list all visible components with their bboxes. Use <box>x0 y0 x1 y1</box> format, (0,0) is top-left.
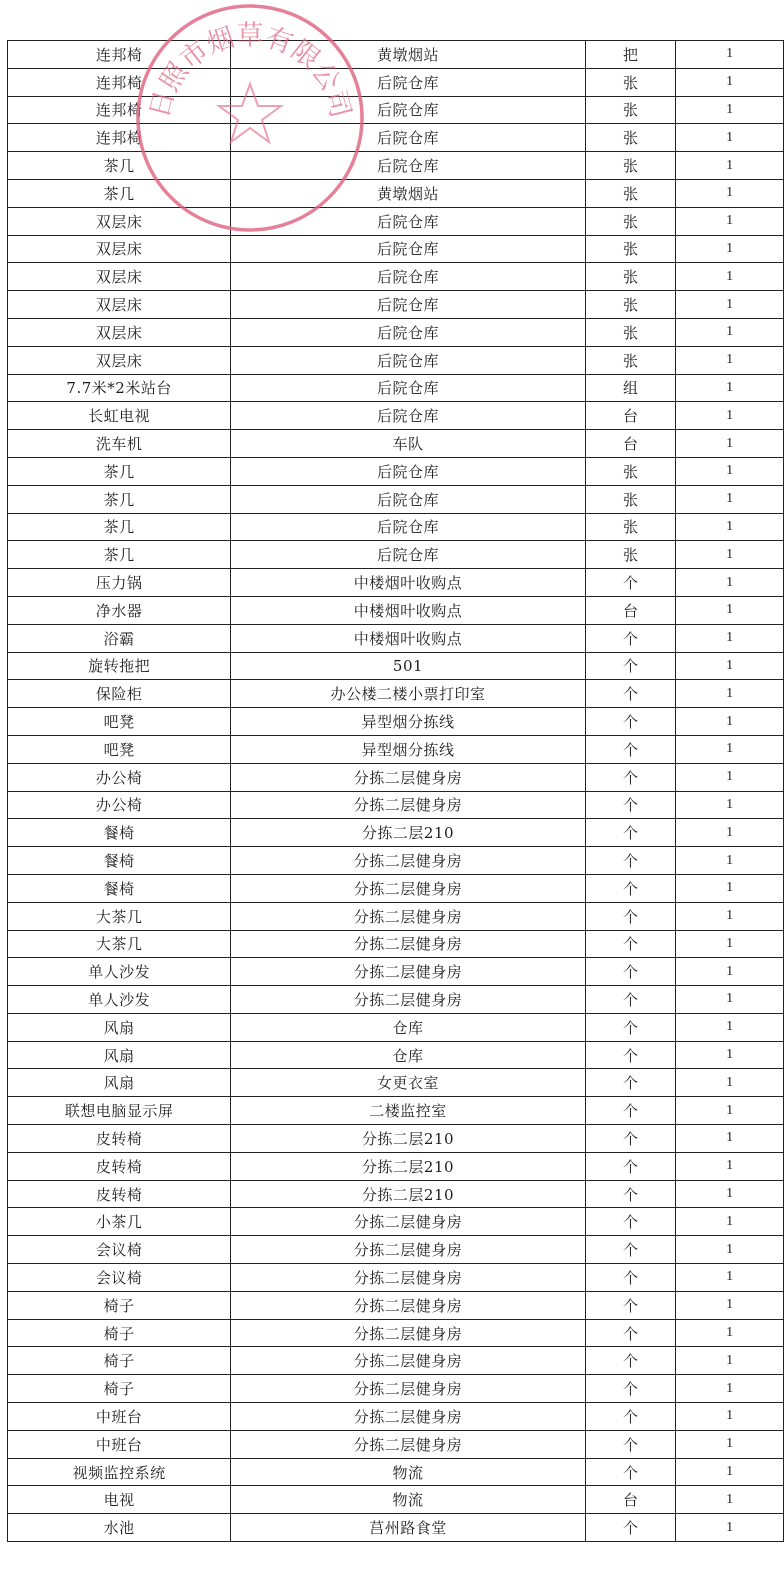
unit-cell: 个 <box>585 1264 676 1292</box>
unit-cell: 个 <box>585 708 676 736</box>
unit-cell: 张 <box>585 513 676 541</box>
item-name-cell: 餐椅 <box>8 874 231 902</box>
table-row <box>8 1125 784 1153</box>
unit-cell: 张 <box>585 485 676 513</box>
location-cell: 分拣二层210 <box>231 1152 585 1180</box>
unit-cell: 个 <box>585 569 676 597</box>
unit-cell: 个 <box>585 1236 676 1264</box>
item-name-cell: 椅子 <box>8 1319 231 1347</box>
table-row <box>8 1097 784 1125</box>
unit-cell: 张 <box>585 263 676 291</box>
location-cell: 黄墩烟站 <box>231 41 585 69</box>
item-name-cell: 联想电脑显示屏 <box>8 1097 231 1125</box>
quantity-cell: 1 <box>676 1458 784 1486</box>
location-cell: 分拣二层健身房 <box>231 930 585 958</box>
unit-cell: 个 <box>585 1125 676 1153</box>
unit-cell: 张 <box>585 68 676 96</box>
location-cell: 仓库 <box>231 1013 585 1041</box>
quantity-cell: 1 <box>676 1264 784 1292</box>
table-row <box>8 930 784 958</box>
item-name-cell: 旋转拖把 <box>8 652 231 680</box>
unit-cell: 个 <box>585 680 676 708</box>
quantity-cell: 1 <box>676 1125 784 1153</box>
unit-cell: 张 <box>585 207 676 235</box>
quantity-cell: 1 <box>676 1375 784 1403</box>
quantity-cell: 1 <box>676 207 784 235</box>
quantity-cell: 1 <box>676 847 784 875</box>
table-row <box>8 624 784 652</box>
item-name-cell: 餐椅 <box>8 847 231 875</box>
asset-table-body <box>8 41 784 1542</box>
unit-cell: 把 <box>585 41 676 69</box>
table-row <box>8 1375 784 1403</box>
table-row <box>8 318 784 346</box>
quantity-cell: 1 <box>676 1514 784 1542</box>
location-cell: 后院仓库 <box>231 68 585 96</box>
item-name-cell: 茶几 <box>8 152 231 180</box>
quantity-cell: 1 <box>676 1347 784 1375</box>
location-cell: 仓库 <box>231 1041 585 1069</box>
quantity-cell: 1 <box>676 1069 784 1097</box>
item-name-cell: 吧凳 <box>8 735 231 763</box>
table-row <box>8 485 784 513</box>
item-name-cell: 双层床 <box>8 263 231 291</box>
location-cell: 后院仓库 <box>231 541 585 569</box>
unit-cell: 台 <box>585 596 676 624</box>
unit-cell: 张 <box>585 179 676 207</box>
quantity-cell: 1 <box>676 124 784 152</box>
item-name-cell: 茶几 <box>8 513 231 541</box>
unit-cell: 个 <box>585 1514 676 1542</box>
item-name-cell: 大茶几 <box>8 902 231 930</box>
table-row <box>8 152 784 180</box>
table-row <box>8 207 784 235</box>
item-name-cell: 长虹电视 <box>8 402 231 430</box>
item-name-cell: 风扇 <box>8 1013 231 1041</box>
location-cell: 后院仓库 <box>231 346 585 374</box>
unit-cell: 个 <box>585 902 676 930</box>
table-row <box>8 847 784 875</box>
table-row <box>8 41 784 69</box>
quantity-cell: 1 <box>676 819 784 847</box>
item-name-cell: 单人沙发 <box>8 986 231 1014</box>
location-cell: 分拣二层健身房 <box>231 958 585 986</box>
location-cell: 后院仓库 <box>231 513 585 541</box>
location-cell: 车队 <box>231 430 585 458</box>
table-row <box>8 1041 784 1069</box>
table-row <box>8 1403 784 1431</box>
item-name-cell: 皮转椅 <box>8 1125 231 1153</box>
table-row <box>8 430 784 458</box>
table-row <box>8 708 784 736</box>
unit-cell: 个 <box>585 874 676 902</box>
quantity-cell: 1 <box>676 402 784 430</box>
unit-cell: 个 <box>585 1458 676 1486</box>
location-cell: 分拣二层健身房 <box>231 1375 585 1403</box>
table-row <box>8 96 784 124</box>
unit-cell: 台 <box>585 430 676 458</box>
unit-cell: 个 <box>585 1152 676 1180</box>
item-name-cell: 双层床 <box>8 346 231 374</box>
item-name-cell: 小茶几 <box>8 1208 231 1236</box>
quantity-cell: 1 <box>676 68 784 96</box>
quantity-cell: 1 <box>676 1403 784 1431</box>
item-name-cell: 保险柜 <box>8 680 231 708</box>
location-cell: 501 <box>231 652 585 680</box>
table-row <box>8 541 784 569</box>
item-name-cell: 茶几 <box>8 485 231 513</box>
quantity-cell: 1 <box>676 652 784 680</box>
unit-cell: 个 <box>585 624 676 652</box>
item-name-cell: 双层床 <box>8 318 231 346</box>
location-cell: 中楼烟叶收购点 <box>231 569 585 597</box>
quantity-cell: 1 <box>676 457 784 485</box>
quantity-cell: 1 <box>676 708 784 736</box>
item-name-cell: 椅子 <box>8 1375 231 1403</box>
table-row <box>8 735 784 763</box>
table-row <box>8 1208 784 1236</box>
item-name-cell: 连邦椅 <box>8 96 231 124</box>
table-row <box>8 1486 784 1514</box>
location-cell: 办公楼二楼小票打印室 <box>231 680 585 708</box>
item-name-cell: 办公椅 <box>8 791 231 819</box>
unit-cell: 个 <box>585 1319 676 1347</box>
table-row <box>8 513 784 541</box>
location-cell: 后院仓库 <box>231 263 585 291</box>
location-cell: 后院仓库 <box>231 485 585 513</box>
item-name-cell: 浴霸 <box>8 624 231 652</box>
quantity-cell: 1 <box>676 902 784 930</box>
unit-cell: 个 <box>585 986 676 1014</box>
item-name-cell: 办公椅 <box>8 763 231 791</box>
item-name-cell: 会议椅 <box>8 1236 231 1264</box>
table-row <box>8 902 784 930</box>
item-name-cell: 椅子 <box>8 1347 231 1375</box>
table-row <box>8 457 784 485</box>
quantity-cell: 1 <box>676 735 784 763</box>
quantity-cell: 1 <box>676 346 784 374</box>
quantity-cell: 1 <box>676 1152 784 1180</box>
item-name-cell: 茶几 <box>8 179 231 207</box>
quantity-cell: 1 <box>676 763 784 791</box>
location-cell: 分拣二层健身房 <box>231 1347 585 1375</box>
quantity-cell: 1 <box>676 596 784 624</box>
unit-cell: 个 <box>585 958 676 986</box>
quantity-cell: 1 <box>676 430 784 458</box>
location-cell: 后院仓库 <box>231 235 585 263</box>
table-row <box>8 1180 784 1208</box>
item-name-cell: 压力锅 <box>8 569 231 597</box>
item-name-cell: 茶几 <box>8 541 231 569</box>
table-row <box>8 124 784 152</box>
location-cell: 后院仓库 <box>231 207 585 235</box>
quantity-cell: 1 <box>676 791 784 819</box>
item-name-cell: 双层床 <box>8 235 231 263</box>
quantity-cell: 1 <box>676 1180 784 1208</box>
unit-cell: 台 <box>585 402 676 430</box>
unit-cell: 张 <box>585 318 676 346</box>
item-name-cell: 风扇 <box>8 1069 231 1097</box>
unit-cell: 个 <box>585 1208 676 1236</box>
location-cell: 后院仓库 <box>231 374 585 402</box>
unit-cell: 张 <box>585 124 676 152</box>
item-name-cell: 连邦椅 <box>8 124 231 152</box>
item-name-cell: 茶几 <box>8 457 231 485</box>
item-name-cell: 餐椅 <box>8 819 231 847</box>
item-name-cell: 双层床 <box>8 291 231 319</box>
quantity-cell: 1 <box>676 1486 784 1514</box>
quantity-cell: 1 <box>676 485 784 513</box>
location-cell: 后院仓库 <box>231 152 585 180</box>
item-name-cell: 中班台 <box>8 1403 231 1431</box>
table-row <box>8 596 784 624</box>
location-cell: 分拣二层健身房 <box>231 1403 585 1431</box>
quantity-cell: 1 <box>676 291 784 319</box>
location-cell: 分拣二层健身房 <box>231 1430 585 1458</box>
table-row <box>8 958 784 986</box>
unit-cell: 个 <box>585 1347 676 1375</box>
unit-cell: 个 <box>585 735 676 763</box>
seal-text: 日照市烟草有限公司 <box>143 20 357 122</box>
location-cell: 黄墩烟站 <box>231 179 585 207</box>
item-name-cell: 连邦椅 <box>8 41 231 69</box>
quantity-cell: 1 <box>676 1097 784 1125</box>
item-name-cell: 连邦椅 <box>8 68 231 96</box>
item-name-cell: 风扇 <box>8 1041 231 1069</box>
quantity-cell: 1 <box>676 1430 784 1458</box>
table-row <box>8 763 784 791</box>
unit-cell: 个 <box>585 763 676 791</box>
location-cell: 中楼烟叶收购点 <box>231 624 585 652</box>
item-name-cell: 皮转椅 <box>8 1180 231 1208</box>
item-name-cell: 水池 <box>8 1514 231 1542</box>
quantity-cell: 1 <box>676 930 784 958</box>
unit-cell: 张 <box>585 152 676 180</box>
quantity-cell: 1 <box>676 318 784 346</box>
item-name-cell: 中班台 <box>8 1430 231 1458</box>
quantity-cell: 1 <box>676 1236 784 1264</box>
item-name-cell: 大茶几 <box>8 930 231 958</box>
unit-cell: 个 <box>585 1291 676 1319</box>
quantity-cell: 1 <box>676 179 784 207</box>
table-row <box>8 1069 784 1097</box>
location-cell: 分拣二层健身房 <box>231 791 585 819</box>
unit-cell: 张 <box>585 96 676 124</box>
quantity-cell: 1 <box>676 152 784 180</box>
quantity-cell: 1 <box>676 874 784 902</box>
table-row <box>8 680 784 708</box>
item-name-cell: 电视 <box>8 1486 231 1514</box>
item-name-cell: 7.7米*2米站台 <box>8 374 231 402</box>
table-row <box>8 1347 784 1375</box>
table-row <box>8 986 784 1014</box>
unit-cell: 张 <box>585 457 676 485</box>
table-row <box>8 569 784 597</box>
quantity-cell: 1 <box>676 624 784 652</box>
unit-cell: 张 <box>585 291 676 319</box>
unit-cell: 个 <box>585 1180 676 1208</box>
item-name-cell: 双层床 <box>8 207 231 235</box>
unit-cell: 个 <box>585 1375 676 1403</box>
location-cell: 分拣二层健身房 <box>231 1208 585 1236</box>
quantity-cell: 1 <box>676 374 784 402</box>
table-row <box>8 1013 784 1041</box>
unit-cell: 个 <box>585 1403 676 1431</box>
location-cell: 分拣二层210 <box>231 1125 585 1153</box>
unit-cell: 个 <box>585 1013 676 1041</box>
table-row <box>8 1291 784 1319</box>
table-row <box>8 819 784 847</box>
quantity-cell: 1 <box>676 41 784 69</box>
item-name-cell: 椅子 <box>8 1291 231 1319</box>
table-row <box>8 346 784 374</box>
unit-cell: 个 <box>585 1430 676 1458</box>
location-cell: 中楼烟叶收购点 <box>231 596 585 624</box>
unit-cell: 个 <box>585 791 676 819</box>
unit-cell: 组 <box>585 374 676 402</box>
unit-cell: 张 <box>585 346 676 374</box>
table-row <box>8 291 784 319</box>
location-cell: 分拣二层210 <box>231 819 585 847</box>
location-cell: 分拣二层健身房 <box>231 763 585 791</box>
item-name-cell: 吧凳 <box>8 708 231 736</box>
table-row <box>8 1430 784 1458</box>
item-name-cell: 皮转椅 <box>8 1152 231 1180</box>
location-cell: 分拣二层健身房 <box>231 986 585 1014</box>
location-cell: 分拣二层健身房 <box>231 874 585 902</box>
quantity-cell: 1 <box>676 1319 784 1347</box>
quantity-cell: 1 <box>676 96 784 124</box>
quantity-cell: 1 <box>676 1208 784 1236</box>
table-row <box>8 179 784 207</box>
location-cell: 分拣二层210 <box>231 1180 585 1208</box>
table-row <box>8 1264 784 1292</box>
table-row <box>8 1152 784 1180</box>
unit-cell: 张 <box>585 541 676 569</box>
unit-cell: 台 <box>585 1486 676 1514</box>
quantity-cell: 1 <box>676 958 784 986</box>
location-cell: 分拣二层健身房 <box>231 1264 585 1292</box>
unit-cell: 个 <box>585 847 676 875</box>
location-cell: 后院仓库 <box>231 96 585 124</box>
asset-table <box>7 40 784 1542</box>
location-cell: 分拣二层健身房 <box>231 1236 585 1264</box>
location-cell: 后院仓库 <box>231 291 585 319</box>
table-row <box>8 1236 784 1264</box>
table-row <box>8 263 784 291</box>
location-cell: 异型烟分拣线 <box>231 735 585 763</box>
unit-cell: 个 <box>585 652 676 680</box>
location-cell: 后院仓库 <box>231 124 585 152</box>
table-row <box>8 1458 784 1486</box>
quantity-cell: 1 <box>676 513 784 541</box>
quantity-cell: 1 <box>676 1291 784 1319</box>
location-cell: 分拣二层健身房 <box>231 1291 585 1319</box>
table-row <box>8 68 784 96</box>
table-row <box>8 235 784 263</box>
location-cell: 后院仓库 <box>231 402 585 430</box>
location-cell: 二楼监控室 <box>231 1097 585 1125</box>
quantity-cell: 1 <box>676 1041 784 1069</box>
quantity-cell: 1 <box>676 541 784 569</box>
location-cell: 分拣二层健身房 <box>231 1319 585 1347</box>
table-row <box>8 1319 784 1347</box>
location-cell: 异型烟分拣线 <box>231 708 585 736</box>
unit-cell: 张 <box>585 235 676 263</box>
location-cell: 莒州路食堂 <box>231 1514 585 1542</box>
quantity-cell: 1 <box>676 263 784 291</box>
unit-cell: 个 <box>585 1041 676 1069</box>
item-name-cell: 视频监控系统 <box>8 1458 231 1486</box>
table-row <box>8 652 784 680</box>
table-row <box>8 874 784 902</box>
table-row <box>8 374 784 402</box>
table-row <box>8 1514 784 1542</box>
quantity-cell: 1 <box>676 569 784 597</box>
unit-cell: 个 <box>585 930 676 958</box>
location-cell: 分拣二层健身房 <box>231 902 585 930</box>
location-cell: 物流 <box>231 1486 585 1514</box>
location-cell: 后院仓库 <box>231 457 585 485</box>
quantity-cell: 1 <box>676 680 784 708</box>
table-row <box>8 402 784 430</box>
unit-cell: 个 <box>585 1097 676 1125</box>
location-cell: 分拣二层健身房 <box>231 847 585 875</box>
item-name-cell: 洗车机 <box>8 430 231 458</box>
item-name-cell: 净水器 <box>8 596 231 624</box>
item-name-cell: 单人沙发 <box>8 958 231 986</box>
quantity-cell: 1 <box>676 986 784 1014</box>
quantity-cell: 1 <box>676 235 784 263</box>
location-cell: 物流 <box>231 1458 585 1486</box>
location-cell: 后院仓库 <box>231 318 585 346</box>
unit-cell: 个 <box>585 819 676 847</box>
location-cell: 女更衣室 <box>231 1069 585 1097</box>
unit-cell: 个 <box>585 1069 676 1097</box>
quantity-cell: 1 <box>676 1013 784 1041</box>
table-row <box>8 791 784 819</box>
item-name-cell: 会议椅 <box>8 1264 231 1292</box>
